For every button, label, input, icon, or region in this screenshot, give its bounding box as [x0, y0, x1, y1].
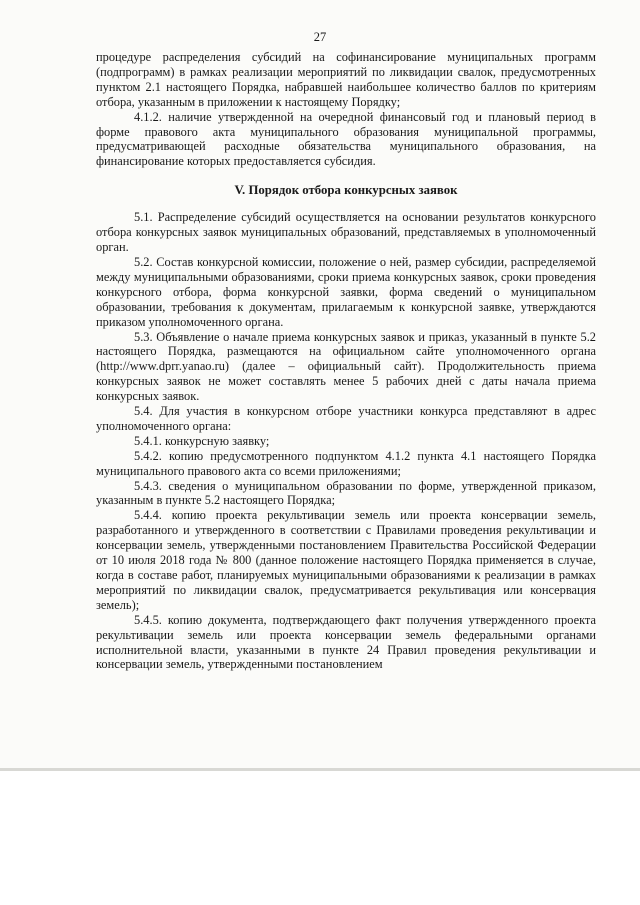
paragraph: 4.1.2. наличие утвержденной на очередной финансовый год и плановый период в форме правового акта муниципального образования муниципальной программы, предусматривающей расходные обязательства муниципального образования, на финансирование которых предоставляется субсидия. [96, 109, 596, 169]
scan-edge [0, 768, 640, 771]
page-number: 27 [313, 30, 327, 44]
paragraph: 5.4.2. копию предусмотренного подпунктом 4.1.2 пункта 4.1 настоящего Порядка муниципального правового акта со всеми приложениями; [96, 448, 596, 478]
paragraph: 5.4.3. сведения о муниципальном образовании по форме, утвержденной приказом, указанным в пункте 5.2 настоящего Порядка; [96, 478, 596, 508]
paragraph: 5.3. Объявление о начале приема конкурсных заявок и приказ, указанный в пункте 5.2 настоящего Порядка, размещаются на официальном сайте уполномоченного органа (http://www.dprr.yanao.ru) (далее – официальный сайт). Продолжительность приема конкурсных заявок не может составлять менее 5 рабочих дней с даты начала приема конкурсных заявок. [96, 329, 596, 404]
paragraph: 5.2. Состав конкурсной комиссии, положение о ней, размер субсидии, распределяемой между муниципальными образованиями, сроки приема конкурсных заявок, сроки проведения конкурсного отбора, форма конкурсной заявки, форма сведений о муниципальном образовании, требования к документам, прилагаемым к конкурсной заявке, утверждаются приказом уполномоченного органа. [96, 254, 596, 329]
paragraph: процедуре распределения субсидий на софинансирование муниципальных программ (подпрограмм) в рамках реализации мероприятий по ликвидации свалок, предусмотренных пунктом 2.1 настоящего Порядка, набравшей наибольшее количество баллов по критериям отбора, указанным в приложении к настоящему Порядку; [96, 50, 596, 109]
paragraph: 5.4.1. конкурсную заявку; [134, 433, 270, 448]
section-title: V. Порядок отбора конкурсных заявок [234, 183, 458, 198]
document-body [96, 50, 596, 672]
paragraph: 5.1. Распределение субсидий осуществляется на основании результатов конкурсного отбора конкурсных заявок муниципальных образований, представляемых в уполномоченный орган. [96, 210, 596, 255]
paragraph: 5.4.4. копию проекта рекультивации земель или проекта консервации земель, разработанного и утвержденного в соответствии с Правилами проведения рекультивации и консервации земель, утвержденными постановлением Правительства Российской Федерации от 10 июля 2018 года № 800 (данное положение настоящего Порядка применяется в случае, когда в составе работ, планируемых муниципальными образованиями к реализации в рамках мероприятий по ликвидации свалок, предусматривается рекультивация или консервация земель); [96, 508, 596, 612]
paragraph: 5.4. Для участия в конкурсном отборе участники конкурса представляют в адрес уполномоченного органа: [96, 404, 596, 433]
paragraph: 5.4.5. копию документа, подтверждающего факт получения утвержденного проекта рекультивации земель или проекта консервации земель федеральными органами исполнительной власти, указанными в пункте 24 Правил проведения рекультивации и консервации земель, утвержденными постановлением [96, 612, 596, 672]
